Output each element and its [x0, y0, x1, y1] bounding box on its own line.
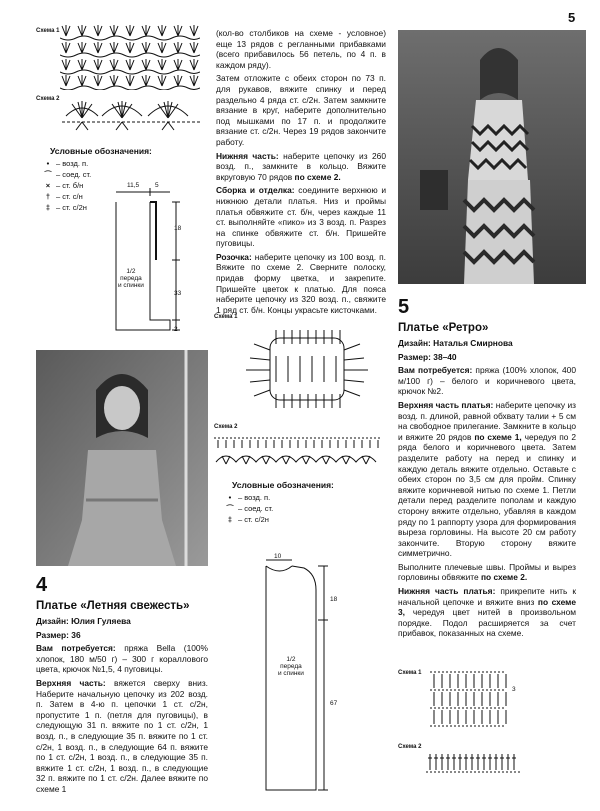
paragraph	[398, 400, 576, 559]
scheme1-label: Схема 1	[36, 28, 60, 34]
item5-scheme2-label: Схема 2	[398, 744, 422, 750]
para-body: 38–40	[430, 351, 457, 362]
legend-text: – ст. с/н	[56, 192, 83, 201]
paragraph	[398, 562, 576, 583]
middle-text-column	[216, 28, 386, 318]
middle-scheme1-label: Схема 1	[214, 314, 238, 320]
legend-item	[222, 514, 273, 525]
legend-item	[40, 158, 91, 169]
legend-text: – ст. б/н	[56, 181, 84, 190]
paragraph	[398, 352, 576, 363]
scheme2-label: Схема 2	[36, 96, 60, 102]
paragraph	[398, 338, 576, 349]
para-heading: Сборка и отделка:	[216, 185, 295, 196]
middle-scheme2-label: Схема 2	[214, 424, 238, 430]
pattern-width-1: 11,5	[127, 182, 140, 189]
para-body: наберите цепочку из 260 возд. п., замкните в кольцо. Вяжите вкруговую 70 рядов	[216, 150, 386, 182]
item4-text	[36, 616, 208, 798]
legend-middle	[222, 492, 273, 525]
legend-symbol: ‡	[227, 515, 233, 524]
legend-symbol: ⌒	[44, 170, 52, 179]
photo-retro-dress-image	[398, 30, 586, 284]
legend-title-left: Условные обозначения:	[50, 146, 152, 156]
pattern-height-3: 2	[174, 326, 178, 333]
crochet-scheme-2-diagram	[62, 96, 202, 134]
legend-symbol: ‡	[45, 203, 51, 212]
para-heading: Размер:	[398, 351, 431, 362]
legend-symbol: †	[45, 192, 51, 201]
page-number: 5	[568, 10, 576, 25]
item5-title: Платье «Ретро»	[398, 322, 489, 334]
para-heading: Нижняя часть платья:	[398, 586, 496, 597]
legend-symbol: •	[46, 159, 50, 168]
legend-item	[222, 492, 273, 503]
para-body: чередуя цвет нитей в произвольном порядке. Подол расширяется за счет прибавок, показанных на схеме.	[398, 607, 576, 639]
legend-symbol: ×	[45, 181, 51, 190]
photo-summer-dress	[36, 350, 208, 566]
item5-text	[398, 338, 576, 642]
para-heading: Дизайн:	[398, 338, 431, 348]
para-heading: Вам потребуется:	[36, 643, 116, 654]
photo-summer-dress-image	[36, 350, 208, 566]
legend-text: – возд. п.	[238, 493, 271, 502]
para-body: 36	[68, 629, 81, 640]
legend-item	[40, 191, 91, 202]
legend-item	[222, 503, 273, 514]
item4-number: 4	[36, 574, 48, 596]
para-ref: по схеме 2.	[294, 171, 341, 182]
legend-left	[40, 158, 91, 213]
legend-item	[40, 169, 91, 180]
para-body: Наталья Смирнова	[430, 338, 513, 348]
pattern-drawing-left	[110, 180, 190, 340]
paragraph	[216, 185, 386, 249]
paragraph	[216, 151, 386, 183]
paragraph	[36, 643, 208, 675]
para-body: вяжется сверху вниз. Наберите начальную цепочку из 202 возд. п. Затем в 4-ю п. цепочки 1 ст. с/2н, пропустите 1 п. (петля для пуговицы), в следующую 31 п. вяжите по 1 ст. с/2н, 1 возд. п., в следующие 35 п. вяжите по 1 ст. с/2н, 1 возд. п., в следующие 64 п. вяжите по 1 ст. с/2н, 1 возд. п., в следующие 35 п. вяжите 1 ст. с/2н, 1 возд. п., в следующие 32 п. вяжите по 1 ст. с/2н. Далее вяжите по схеме 1	[36, 677, 208, 794]
para-body: пряжа Bella (100% хлопок, 180 м/50 г) – 300 г кораллового цвета, крючок №1,5, 4 пуговицы.	[36, 643, 208, 675]
legend-text: – соед. ст.	[238, 504, 274, 513]
para-body: соедините верхнюю и нижнюю детали платья. Низ и проймы платья обвяжите ст. б/н, через каждые 11 ст. выполняйте «пико» из 3 возд. п. Разрез на спинке обвяжите ст. б/н. Пришейте пуговицы.	[216, 185, 386, 249]
para-body: наберите цепочку из 100 возд. п. Вяжите по схеме 2. Сверните полоску, придав форму цветка, и закрепите. Пришейте цветок к платью. Для пояса наберите цепочку из 320 возд. п., свяжите 1 ряд ст. б/н. Концы украсьте кисточками.	[216, 251, 386, 315]
legend-text: – ст. с/2н	[238, 515, 269, 524]
paragraph	[216, 252, 386, 316]
para-body: наберите цепочку из возд. п. длиной, равной обхвату талии + 5 см на свободное прилегание. Замкните в кольцо и вяжите 20 рядов	[398, 399, 576, 442]
para-body: пряжа (100% хлопок, 400 м/100 г) – белого и коричневого цвета, крючок №2.	[398, 365, 576, 397]
item5-scheme-2-diagram	[424, 748, 524, 776]
item4-title: Платье «Летняя свежесть»	[36, 600, 190, 612]
paragraph	[398, 586, 576, 639]
para-body: чередуя по 2 ряда белого и коричневого цвета. Затем разделите работу на перед и спинку и каждую деталь вяжите отдельно. Оставьте с обеих сторон по 3,5 см для пройм. Спинку вяжите коричневой нитью по схеме 1. Петли детали перед разделите пополам и каждую сторону вяжите отдельно, убавляя в каждом ряду по 1 раппорту узора для формирования выреза горловины. На высоте 20 см работу закончите. Вторую сторону вяжите симметрично.	[398, 431, 576, 559]
middle-scheme-2-diagram	[214, 432, 384, 474]
paragraph	[36, 616, 208, 627]
paragraph: Затем отложите с обеих сторон по 73 п. для рукавов, вяжите спинку и перед раздельно 4 ряда ст. с/2н. Затем замкните вязание в круг, наберите дополнительно под мышками по 17 п. и продолжите вязание ст. с/2н. Через 19 рядов закончите работу.	[216, 73, 386, 147]
pattern-mid-height-2: 67	[330, 700, 338, 707]
pattern-height-2: 33	[174, 290, 182, 297]
para-heading: Дизайн:	[36, 616, 69, 626]
legend-symbol: ⌒	[226, 504, 234, 513]
legend-text: – соед. ст.	[56, 170, 92, 179]
legend-title-middle: Условные обозначения:	[232, 480, 334, 490]
para-heading: Верхняя часть платья:	[398, 399, 494, 410]
para-heading: Розочка:	[216, 251, 252, 262]
legend-text: – возд. п.	[56, 159, 89, 168]
para-heading: Верхняя часть:	[36, 677, 106, 688]
item5-scheme1-label: Схема 1	[398, 670, 422, 676]
legend-text: – ст. с/2н	[56, 203, 87, 212]
para-heading: Размер:	[36, 629, 69, 640]
para-ref: по схеме 3,	[398, 596, 576, 618]
paragraph	[36, 630, 208, 641]
para-heading: Вам потребуется:	[398, 365, 473, 376]
photo-retro-dress	[398, 30, 586, 284]
item5-scheme-1-diagram	[426, 666, 516, 734]
crochet-scheme-1-diagram	[60, 22, 200, 90]
para-body: Выполните плечевые швы. Проймы и вырез горловины обвяжите	[398, 561, 576, 583]
paragraph	[398, 365, 576, 397]
para-body: прикрепите нить к начальной цепочке и вяжите вниз	[398, 586, 576, 607]
middle-scheme-1-diagram	[232, 316, 382, 422]
legend-item	[40, 202, 91, 213]
pattern-mid-width: 10	[274, 553, 282, 560]
pattern-mid-height-1: 18	[330, 596, 338, 603]
legend-item	[40, 180, 91, 191]
pattern-label: 1/2 переда и спинки	[118, 268, 144, 289]
para-heading: Нижняя часть:	[216, 150, 279, 161]
pattern-mid-label: 1/2 переда и спинки	[278, 656, 304, 677]
legend-symbol: •	[228, 493, 232, 502]
pattern-width-2: 5	[155, 182, 159, 189]
para-body: Юлия Гуляева	[68, 616, 131, 626]
item5-scheme-mark: 3	[512, 686, 516, 693]
item5-number: 5	[398, 296, 410, 318]
paragraph: (кол-во столбиков на схеме - условное) еще 13 рядов с регланными прибавками (всего прибавилось 56 петель, по 4 п. в каждом ряду).	[216, 28, 386, 70]
para-ref: по схеме 2.	[481, 572, 528, 583]
paragraph	[36, 678, 208, 795]
para-ref: по схеме 1,	[474, 431, 522, 442]
pattern-height-1: 18	[174, 225, 182, 232]
